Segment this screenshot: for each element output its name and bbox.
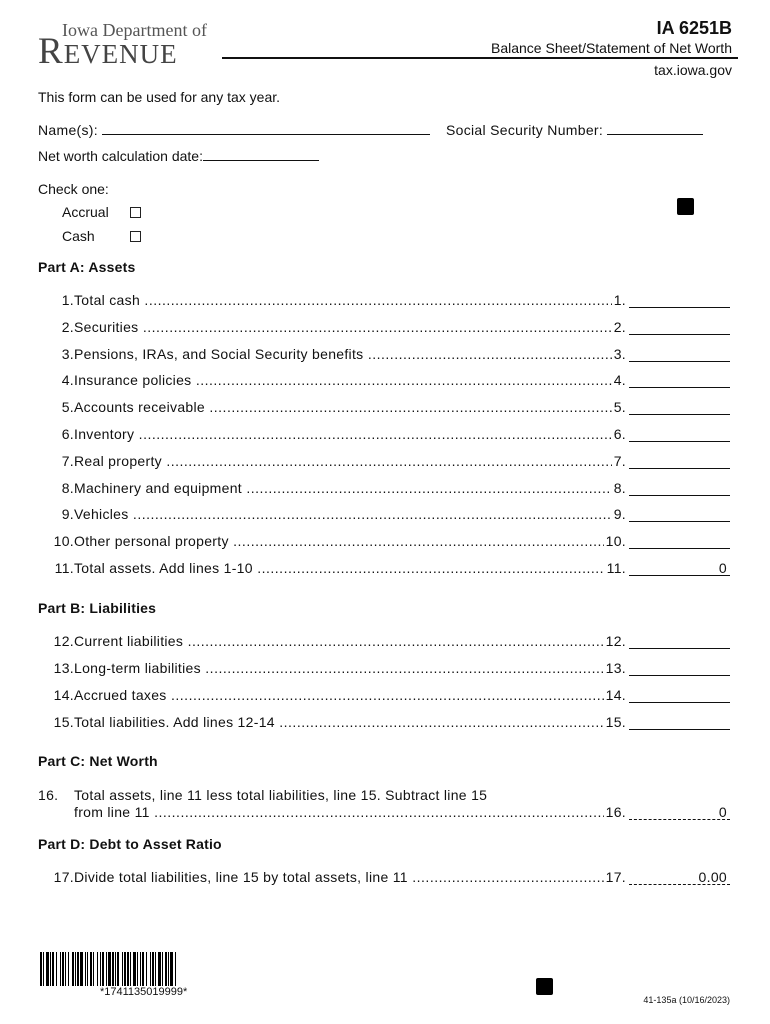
amount-field[interactable]: [629, 441, 730, 442]
header-divider: [222, 57, 738, 59]
part-b-heading: Part B: Liabilities: [38, 600, 157, 616]
amount-field[interactable]: [629, 675, 730, 676]
amount-field[interactable]: [629, 387, 730, 388]
amount-field[interactable]: [629, 521, 730, 522]
intro-text: This form can be used for any tax year.: [38, 89, 281, 105]
amount-field[interactable]: [629, 702, 730, 703]
registration-mark-icon: [677, 198, 694, 215]
line-17: 17. Divide total liabilities, line 15 by total assets, line 11 ..... 17. 0.00: [38, 869, 730, 889]
line-14: 14. Accrued taxes ..... 14.: [38, 687, 730, 707]
barcode-icon: [40, 952, 262, 986]
line-2: 2. Securities ..... 2.: [38, 319, 730, 339]
amount-field[interactable]: [629, 361, 730, 362]
registration-mark-icon: [536, 978, 553, 995]
logo-revenue-text: REVENUE: [38, 31, 178, 72]
line-17-value: 0.00: [698, 869, 727, 885]
form-revision-code: 41-135a (10/16/2023): [643, 995, 730, 1005]
amount-field[interactable]: [629, 548, 730, 549]
amount-field[interactable]: [629, 414, 730, 415]
part-a-heading: Part A: Assets: [38, 259, 136, 275]
line-9: 9. Vehicles ..... 9.: [38, 506, 730, 526]
net-worth-date-field[interactable]: Net worth calculation date:: [38, 148, 319, 164]
amount-field[interactable]: [629, 307, 730, 308]
line-16-value: 0: [718, 804, 727, 820]
amount-field[interactable]: [629, 334, 730, 335]
form-title: Balance Sheet/Statement of Net Worth: [491, 40, 732, 56]
line-12: 12. Current liabilities ..... 12.: [38, 633, 730, 653]
amount-field[interactable]: [629, 729, 730, 730]
cash-checkbox[interactable]: Cash: [62, 228, 95, 244]
checkbox-icon[interactable]: [130, 231, 141, 242]
accrual-checkbox[interactable]: Accrual: [62, 204, 109, 220]
check-one-label: Check one:: [38, 181, 109, 197]
amount-field[interactable]: [629, 495, 730, 496]
amount-field[interactable]: [629, 468, 730, 469]
website-text: tax.iowa.gov: [654, 62, 732, 78]
line-11: 11. Total assets. Add lines 1-10 ..... 11. 0: [38, 560, 730, 580]
checkbox-icon[interactable]: [130, 207, 141, 218]
line-3: 3. Pensions, IRAs, and Social Security benefits ..... 3.: [38, 346, 730, 366]
part-c-heading: Part C: Net Worth: [38, 753, 158, 769]
line-10: 10. Other personal property ..... 10.: [38, 533, 730, 553]
line-7: 7. Real property ..... 7.: [38, 453, 730, 473]
part-d-heading: Part D: Debt to Asset Ratio: [38, 836, 222, 852]
line-16: 16. Total assets, line 11 less total liabilities, line 15. Subtract line 15 from line 11 ..... 16. 0: [38, 787, 730, 823]
barcode-text: *1741135019999*: [100, 986, 188, 998]
line-1: 1. Total cash ..... 1.: [38, 292, 730, 312]
line-6: 6. Inventory ..... 6.: [38, 426, 730, 446]
amount-value: 0: [718, 560, 727, 576]
names-field[interactable]: Name(s):: [38, 122, 430, 138]
line-15: 15. Total liabilities. Add lines 12-14 ..... 15.: [38, 714, 730, 734]
amount-field[interactable]: [629, 575, 730, 576]
ssn-field[interactable]: Social Security Number:: [446, 122, 703, 138]
form-id: IA 6251B: [656, 18, 732, 38]
logo-department-text: Iowa Department of: [62, 20, 207, 40]
amount-field[interactable]: [629, 648, 730, 649]
line-13: 13. Long-term liabilities ..... 13.: [38, 660, 730, 680]
line-8: 8. Machinery and equipment ..... 8.: [38, 480, 730, 500]
line-4: 4. Insurance policies ..... 4.: [38, 372, 730, 392]
line-5: 5. Accounts receivable ..... 5.: [38, 399, 730, 419]
line-16-amount-field[interactable]: [629, 819, 730, 820]
